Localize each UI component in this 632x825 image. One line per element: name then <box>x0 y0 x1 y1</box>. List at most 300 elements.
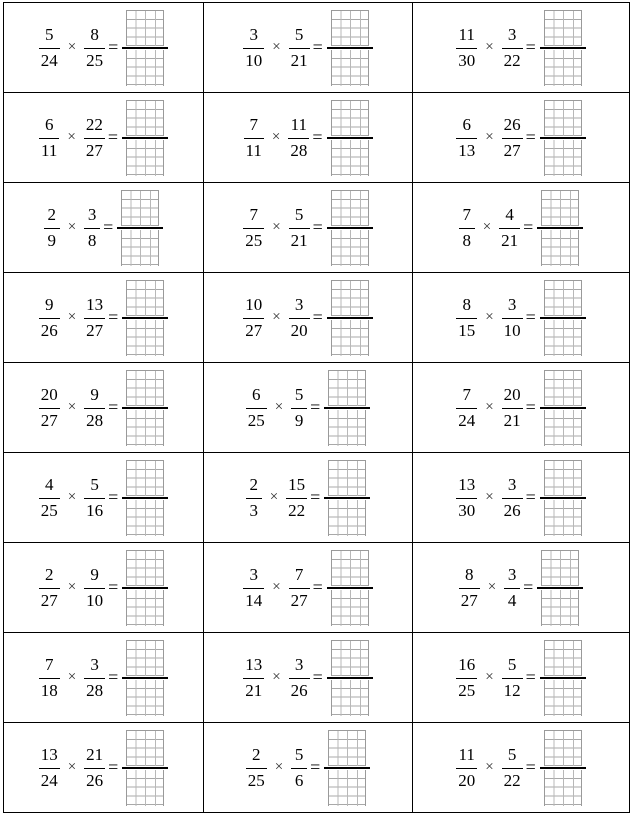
fraction-bar <box>84 318 105 319</box>
answer-fraction-bar <box>537 227 583 229</box>
second-denominator: 10 <box>86 590 104 610</box>
first-denominator: 24 <box>458 410 476 430</box>
answer-numerator-grid[interactable] <box>126 460 164 496</box>
answer-numerator-grid[interactable] <box>121 190 159 226</box>
answer-numerator-grid[interactable] <box>544 640 582 676</box>
answer-fraction-box[interactable] <box>540 640 586 716</box>
first-fraction <box>246 385 267 431</box>
second-denominator: 25 <box>86 50 104 70</box>
answer-fraction-box[interactable] <box>537 550 583 626</box>
equals-sign: = <box>107 127 118 147</box>
problem-cell <box>4 633 204 723</box>
equals-sign: = <box>312 667 323 687</box>
first-denominator: 24 <box>40 50 58 70</box>
second-denominator: 8 <box>87 230 97 250</box>
problem-cell <box>204 183 413 273</box>
answer-numerator-grid[interactable] <box>126 280 164 316</box>
second-denominator: 6 <box>294 770 304 790</box>
fraction-bar <box>39 138 59 139</box>
second-numerator: 3 <box>87 204 97 224</box>
first-denominator: 21 <box>245 680 263 700</box>
fraction-bar <box>246 408 267 409</box>
answer-numerator-grid[interactable] <box>328 460 366 496</box>
first-fraction <box>39 475 60 521</box>
first-numerator: 2 <box>47 204 56 224</box>
answer-denominator-grid[interactable] <box>331 320 369 356</box>
times-sign: × <box>274 759 284 775</box>
second-numerator: 3 <box>507 564 517 584</box>
fraction-bar <box>502 48 523 49</box>
problem-cell <box>4 3 204 93</box>
fraction-bar <box>502 318 523 319</box>
worksheet-row <box>4 633 630 723</box>
fraction-bar <box>246 498 262 499</box>
second-fraction <box>289 655 310 701</box>
second-fraction <box>289 565 310 611</box>
equals-sign: = <box>108 577 119 597</box>
second-fraction <box>84 475 105 521</box>
first-denominator: 11 <box>41 140 58 160</box>
times-sign: × <box>485 489 494 505</box>
second-fraction <box>502 655 523 701</box>
answer-fraction-bar <box>537 587 583 589</box>
first-numerator: 6 <box>251 384 261 404</box>
fraction-bar <box>456 768 477 769</box>
first-denominator: 25 <box>40 500 58 520</box>
first-numerator: 6 <box>462 114 471 134</box>
problem-cell <box>4 363 204 453</box>
answer-fraction-bar <box>324 767 370 769</box>
multiplication-problem <box>39 460 169 536</box>
answer-fraction-box[interactable] <box>122 280 168 356</box>
answer-denominator-grid[interactable] <box>126 590 164 626</box>
answer-numerator-grid[interactable] <box>544 100 582 136</box>
second-fraction <box>502 295 523 341</box>
first-fraction <box>39 745 60 791</box>
fraction-bar <box>84 498 105 499</box>
first-fraction <box>39 25 60 71</box>
fraction-bar <box>459 588 480 589</box>
second-denominator: 21 <box>501 230 519 250</box>
answer-denominator-grid[interactable] <box>541 230 579 266</box>
answer-fraction-bar <box>540 137 586 139</box>
answer-fraction-box[interactable] <box>122 10 168 86</box>
answer-fraction-box[interactable] <box>327 280 373 356</box>
answer-denominator-grid[interactable] <box>331 680 369 716</box>
answer-numerator-grid[interactable] <box>331 190 369 226</box>
answer-fraction-box[interactable] <box>540 280 586 356</box>
second-denominator: 27 <box>85 140 103 160</box>
answer-numerator-grid[interactable] <box>331 10 369 46</box>
second-denominator: 9 <box>294 410 304 430</box>
equals-sign: = <box>310 757 321 777</box>
answer-numerator-grid[interactable] <box>328 370 366 406</box>
first-numerator: 16 <box>458 654 476 674</box>
answer-fraction-bar <box>540 677 586 679</box>
answer-fraction-box[interactable] <box>327 100 373 176</box>
second-fraction <box>84 655 105 701</box>
multiplication-problem <box>44 190 164 266</box>
first-fraction <box>243 565 264 611</box>
second-fraction <box>502 25 523 71</box>
problem-cell <box>204 453 413 543</box>
answer-denominator-grid[interactable] <box>328 410 366 446</box>
fraction-bar <box>456 498 477 499</box>
fraction-bar <box>502 678 523 679</box>
first-fraction <box>39 655 60 701</box>
second-denominator: 21 <box>290 230 308 250</box>
answer-numerator-grid[interactable] <box>126 640 164 676</box>
fraction-bar <box>39 48 60 49</box>
first-fraction <box>456 25 477 71</box>
answer-fraction-box[interactable] <box>122 640 168 716</box>
answer-fraction-box[interactable] <box>122 100 168 176</box>
second-fraction <box>84 25 105 71</box>
answer-fraction-box[interactable] <box>540 370 586 446</box>
multiplication-problem <box>39 370 169 446</box>
second-fraction <box>84 205 100 251</box>
fraction-bar <box>291 408 307 409</box>
multiplication-problem <box>244 100 373 176</box>
times-sign: × <box>67 489 77 505</box>
first-fraction <box>246 475 262 521</box>
fraction-bar <box>504 588 520 589</box>
second-numerator: 5 <box>294 744 304 764</box>
answer-denominator-grid[interactable] <box>544 140 582 176</box>
first-denominator: 11 <box>245 140 262 160</box>
first-numerator: 8 <box>462 294 471 314</box>
fraction-bar <box>456 318 477 319</box>
problem-cell <box>204 93 413 183</box>
answer-denominator-grid[interactable] <box>544 770 582 806</box>
fraction-bar <box>456 138 477 139</box>
multiplication-problem <box>459 550 584 626</box>
first-denominator: 20 <box>458 770 476 790</box>
answer-numerator-grid[interactable] <box>541 550 579 586</box>
second-denominator: 20 <box>290 320 308 340</box>
second-fraction <box>84 565 105 611</box>
fraction-bar <box>84 228 100 229</box>
answer-denominator-grid[interactable] <box>126 500 164 536</box>
first-numerator: 20 <box>40 384 58 404</box>
problem-cell <box>413 183 630 273</box>
second-fraction <box>286 475 307 521</box>
equals-sign: = <box>525 757 536 777</box>
fraction-bar <box>456 408 477 409</box>
first-numerator: 3 <box>249 564 258 584</box>
first-numerator: 2 <box>44 564 54 584</box>
second-numerator: 3 <box>294 654 304 674</box>
equals-sign: = <box>525 37 536 57</box>
answer-numerator-grid[interactable] <box>544 280 582 316</box>
second-fraction <box>84 385 105 431</box>
answer-numerator-grid[interactable] <box>544 460 582 496</box>
answer-denominator-grid[interactable] <box>544 410 582 446</box>
equals-sign: = <box>525 667 536 687</box>
first-denominator: 13 <box>458 140 476 160</box>
answer-numerator-grid[interactable] <box>544 370 582 406</box>
answer-denominator-grid[interactable] <box>328 500 366 536</box>
equals-sign: = <box>108 757 119 777</box>
answer-denominator-grid[interactable] <box>126 770 164 806</box>
answer-fraction-bar <box>327 677 373 679</box>
equals-sign: = <box>312 307 323 327</box>
fraction-bar <box>289 318 310 319</box>
equals-sign: = <box>108 397 119 417</box>
answer-denominator-grid[interactable] <box>126 320 164 356</box>
problem-cell <box>413 3 630 93</box>
first-fraction <box>456 475 477 521</box>
answer-numerator-grid[interactable] <box>544 730 582 766</box>
first-numerator: 3 <box>249 24 258 44</box>
second-numerator: 9 <box>90 564 99 584</box>
fraction-bar <box>289 588 310 589</box>
answer-fraction-box[interactable] <box>327 550 373 626</box>
second-fraction <box>289 25 310 71</box>
times-sign: × <box>272 579 281 595</box>
second-denominator: 12 <box>503 680 521 700</box>
answer-numerator-grid[interactable] <box>328 730 366 766</box>
first-numerator: 5 <box>44 24 54 44</box>
answer-numerator-grid[interactable] <box>126 370 164 406</box>
answer-fraction-box[interactable] <box>540 460 586 536</box>
answer-fraction-box[interactable] <box>122 550 168 626</box>
answer-fraction-bar <box>540 47 586 49</box>
times-sign: × <box>272 309 281 325</box>
multiplication-problem <box>246 370 371 446</box>
second-fraction <box>502 385 523 431</box>
fraction-bar <box>243 228 264 229</box>
answer-fraction-bar <box>122 317 168 319</box>
times-sign: × <box>67 579 77 595</box>
answer-numerator-grid[interactable] <box>126 100 164 136</box>
answer-numerator-grid[interactable] <box>126 730 164 766</box>
answer-fraction-box[interactable] <box>117 190 163 266</box>
answer-numerator-grid[interactable] <box>331 280 369 316</box>
fraction-bar <box>84 48 105 49</box>
second-fraction <box>504 565 520 611</box>
answer-fraction-box[interactable] <box>540 10 586 86</box>
answer-denominator-grid[interactable] <box>331 50 369 86</box>
first-numerator: 11 <box>458 744 475 764</box>
answer-numerator-grid[interactable] <box>544 10 582 46</box>
multiplication-problem <box>246 730 371 806</box>
fraction-bar <box>289 678 310 679</box>
multiplication-problem <box>39 10 169 86</box>
first-numerator: 7 <box>462 384 471 404</box>
problem-cell <box>4 183 204 273</box>
answer-denominator-grid[interactable] <box>544 500 582 536</box>
answer-denominator-grid[interactable] <box>331 140 369 176</box>
answer-fraction-box[interactable] <box>537 190 583 266</box>
times-sign: × <box>67 309 77 325</box>
first-numerator: 13 <box>458 474 476 494</box>
second-denominator: 28 <box>86 680 104 700</box>
answer-denominator-grid[interactable] <box>126 140 164 176</box>
first-numerator: 9 <box>44 294 54 314</box>
first-numerator: 11 <box>458 24 475 44</box>
fraction-bar <box>244 138 264 139</box>
answer-fraction-box[interactable] <box>327 190 373 266</box>
answer-fraction-box[interactable] <box>122 730 168 806</box>
fraction-bar <box>243 588 264 589</box>
first-fraction <box>456 745 477 791</box>
second-numerator: 8 <box>90 24 99 44</box>
answer-denominator-grid[interactable] <box>328 770 366 806</box>
answer-fraction-box[interactable] <box>324 370 370 446</box>
equals-sign: = <box>103 217 114 237</box>
times-sign: × <box>274 399 284 415</box>
second-numerator: 4 <box>505 204 514 224</box>
second-fraction <box>289 205 310 251</box>
first-numerator: 7 <box>462 204 471 224</box>
answer-fraction-bar <box>122 587 168 589</box>
first-denominator: 25 <box>245 230 263 250</box>
first-denominator: 18 <box>40 680 58 700</box>
first-fraction <box>246 745 267 791</box>
answer-denominator-grid[interactable] <box>544 320 582 356</box>
first-numerator: 8 <box>464 564 474 584</box>
times-sign: × <box>272 669 281 685</box>
answer-fraction-box[interactable] <box>327 10 373 86</box>
equals-sign: = <box>525 307 536 327</box>
problem-cell <box>4 93 204 183</box>
answer-numerator-grid[interactable] <box>126 550 164 586</box>
answer-fraction-box[interactable] <box>324 460 370 536</box>
worksheet-table <box>3 2 630 813</box>
answer-fraction-bar <box>327 47 373 49</box>
answer-numerator-grid[interactable] <box>331 550 369 586</box>
fraction-bar <box>246 768 267 769</box>
answer-fraction-box[interactable] <box>540 100 586 176</box>
times-sign: × <box>67 129 76 145</box>
multiplication-problem <box>39 100 168 176</box>
second-fraction <box>84 295 105 341</box>
answer-numerator-grid[interactable] <box>126 10 164 46</box>
first-fraction <box>243 25 264 71</box>
equals-sign: = <box>310 397 321 417</box>
worksheet-row <box>4 543 630 633</box>
fraction-bar <box>288 138 309 139</box>
times-sign: × <box>67 219 77 235</box>
answer-numerator-grid[interactable] <box>541 190 579 226</box>
times-sign: × <box>272 39 281 55</box>
times-sign: × <box>485 39 494 55</box>
first-fraction <box>459 565 480 611</box>
answer-denominator-grid[interactable] <box>126 410 164 446</box>
multiplication-problem <box>456 730 586 806</box>
answer-denominator-grid[interactable] <box>121 230 159 266</box>
times-sign: × <box>485 129 494 145</box>
equals-sign: = <box>525 487 536 507</box>
first-denominator: 24 <box>40 770 58 790</box>
answer-denominator-grid[interactable] <box>544 50 582 86</box>
answer-fraction-bar <box>540 407 586 409</box>
equals-sign: = <box>108 667 119 687</box>
answer-numerator-grid[interactable] <box>331 100 369 136</box>
first-numerator: 7 <box>249 114 258 134</box>
times-sign: × <box>272 219 281 235</box>
answer-fraction-bar <box>122 497 168 499</box>
fraction-bar <box>84 768 105 769</box>
second-numerator: 3 <box>90 654 99 674</box>
second-numerator: 13 <box>86 294 104 314</box>
second-denominator: 26 <box>86 770 104 790</box>
answer-denominator-grid[interactable] <box>126 50 164 86</box>
second-numerator: 26 <box>503 114 521 134</box>
multiplication-problem <box>243 190 373 266</box>
first-fraction <box>456 385 477 431</box>
answer-fraction-box[interactable] <box>327 640 373 716</box>
second-numerator: 7 <box>294 564 304 584</box>
first-denominator: 25 <box>247 410 265 430</box>
answer-denominator-grid[interactable] <box>544 680 582 716</box>
second-denominator: 10 <box>503 320 521 340</box>
worksheet-row <box>4 93 630 183</box>
answer-fraction-bar <box>122 137 168 139</box>
second-numerator: 3 <box>294 294 304 314</box>
times-sign: × <box>485 399 494 415</box>
answer-fraction-bar <box>327 587 373 589</box>
second-denominator: 4 <box>507 590 517 610</box>
second-fraction <box>502 745 523 791</box>
first-denominator: 30 <box>458 50 476 70</box>
answer-fraction-box[interactable] <box>324 730 370 806</box>
first-numerator: 4 <box>44 474 54 494</box>
equals-sign: = <box>525 127 536 147</box>
answer-denominator-grid[interactable] <box>541 590 579 626</box>
answer-denominator-grid[interactable] <box>331 230 369 266</box>
answer-denominator-grid[interactable] <box>126 680 164 716</box>
fraction-bar <box>456 48 477 49</box>
answer-fraction-box[interactable] <box>122 460 168 536</box>
answer-fraction-box[interactable] <box>540 730 586 806</box>
second-denominator: 26 <box>503 500 521 520</box>
answer-denominator-grid[interactable] <box>331 590 369 626</box>
answer-numerator-grid[interactable] <box>331 640 369 676</box>
multiplication-problem <box>39 730 169 806</box>
problem-cell <box>413 363 630 453</box>
second-denominator: 16 <box>86 500 104 520</box>
first-fraction <box>243 655 264 701</box>
second-denominator: 26 <box>290 680 308 700</box>
problem-cell <box>204 633 413 723</box>
first-fraction <box>456 115 477 161</box>
problem-cell <box>413 453 630 543</box>
first-numerator: 13 <box>245 654 263 674</box>
fraction-bar <box>39 678 60 679</box>
fraction-bar <box>243 318 264 319</box>
fraction-bar <box>39 408 60 409</box>
fraction-bar <box>502 768 523 769</box>
second-numerator: 3 <box>507 294 517 314</box>
equals-sign: = <box>312 577 323 597</box>
times-sign: × <box>485 759 494 775</box>
second-numerator: 21 <box>86 744 104 764</box>
worksheet-row <box>4 723 630 813</box>
fraction-bar <box>502 408 523 409</box>
fraction-bar <box>84 588 105 589</box>
second-denominator: 28 <box>86 410 104 430</box>
answer-fraction-box[interactable] <box>122 370 168 446</box>
first-denominator: 9 <box>47 230 56 250</box>
fraction-bar <box>39 588 60 589</box>
second-numerator: 5 <box>294 384 304 404</box>
equals-sign: = <box>310 487 321 507</box>
problem-cell <box>413 273 630 363</box>
multiplication-problem <box>246 460 371 536</box>
times-sign: × <box>67 39 77 55</box>
